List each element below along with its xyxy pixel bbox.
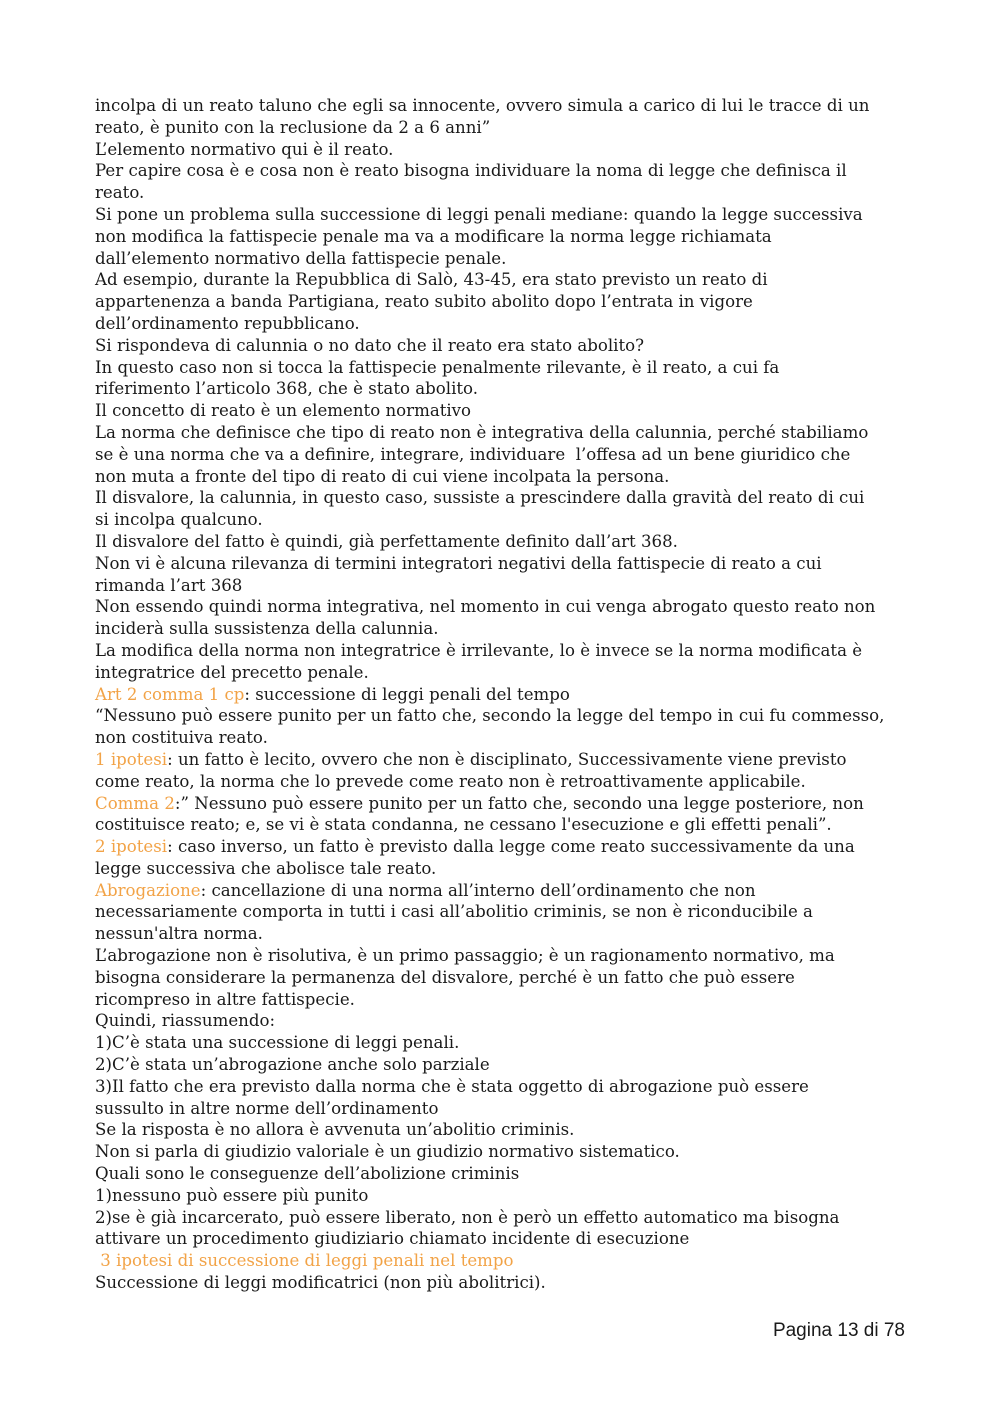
line-text: ricompreso in altre fattispecie. [95,989,355,1009]
text-line [95,553,910,575]
line-text: : caso inverso, un fatto è previsto dalla legge come reato successivamente da una [167,837,855,857]
line-text: reato. [95,183,145,203]
line-text: inciderà sulla sussistenza della calunnia. [95,619,439,639]
text-line [95,531,910,553]
text-line [95,1185,910,1207]
line-text: In questo caso non si tocca la fattispecie penalmente rilevante, è il reato, a cui fa [95,357,780,377]
highlighted-heading: Art 2 comma 1 cp [95,684,245,704]
text-line [95,422,910,444]
line-text: integratrice del precetto penale. [95,662,369,682]
line-text: incolpa di un reato taluno che egli sa innocente, ovvero simula a carico di lui le tracce di un [95,96,870,115]
text-line [95,705,910,727]
text-line [95,444,910,466]
text-line [95,95,910,117]
line-text: Si rispondeva di calunnia o no dato che il reato era stato abolito? [95,335,645,355]
line-text: Si pone un problema sulla successione di leggi penali mediane: quando la legge successiva [95,204,863,224]
line-text: come reato, la norma che lo prevede come reato non è retroattivamente applicabile. [95,771,806,791]
page-number: Pagina 13 di 78 [772,1320,905,1341]
line-text: rimanda l’art 368 [95,575,243,595]
line-text: La modifica della norma non integratrice è irrilevante, lo è invece se la norma modificata è [95,640,863,660]
line-text: : successione di leggi penali del tempo [244,684,570,704]
document-body [95,95,910,1294]
text-line [95,575,910,597]
text-line [95,226,910,248]
highlighted-heading: 3 ipotesi di successione di leggi penali nel tempo [95,1251,514,1271]
line-text: Successione di leggi modificatrici (non più abolitrici). [95,1273,546,1293]
text-line [95,814,910,836]
text-line [95,662,910,684]
line-text: reato, è punito con la reclusione da 2 a 6 anni” [95,117,491,137]
line-text: “Nessuno può essere punito per un fatto che, secondo la legge del tempo in cui fu commesso, [95,706,885,726]
line-text: Quindi, riassumendo: [95,1011,276,1031]
line-text: : un fatto è lecito, ovvero che non è disciplinato, Successivamente viene previsto [167,749,847,769]
line-text: L’elemento normativo qui è il reato. [95,139,394,159]
text-line [95,923,910,945]
text-line [95,989,910,1011]
line-text: 1)nessuno può essere più punito [95,1185,369,1205]
text-line [95,749,910,771]
line-text: Il disvalore del fatto è quindi, già perfettamente definito dall’art 368. [95,531,678,551]
line-text: : cancellazione di una norma all’interno dell’ordinamento che non [200,880,756,900]
text-line [95,1032,910,1054]
line-text: legge successiva che abolisce tale reato. [95,858,437,878]
text-line [95,248,910,270]
text-line [95,1098,910,1120]
line-text: L’abrogazione non è risolutiva, è un primo passaggio; è un ragionamento normativo, ma [95,946,835,966]
text-line [95,139,910,161]
line-text: necessariamente comporta in tutti i casi all’abolitio criminis, se non è riconducibile a [95,902,813,922]
line-text: La norma che definisce che tipo di reato non è integrativa della calunnia, perché stabiliamo [95,422,869,442]
line-text: attivare un procedimento giudiziario chiamato incidente di esecuzione [95,1229,690,1249]
line-text: non modifica la fattispecie penale ma va a modificare la norma legge richiamata [95,226,772,246]
line-text: costituisce reato; e, se vi è stata condanna, ne cessano l'esecuzione e gli effetti penali”. [95,815,832,835]
text-line [95,684,910,706]
text-line [95,596,910,618]
line-text: se è una norma che va a definire, integrare, individuare l’offesa ad un bene giuridico che [95,444,851,464]
text-line [95,335,910,357]
text-line [95,509,910,531]
text-line [95,858,910,880]
text-line [95,901,910,923]
text-line [95,1141,910,1163]
text-line [95,771,910,793]
text-line [95,1076,910,1098]
line-text: 1)C’è stata una successione di leggi penali. [95,1033,460,1053]
text-line [95,466,910,488]
highlighted-heading: Abrogazione [95,880,201,900]
line-text: Quali sono le conseguenze dell’abolizione criminis [95,1164,520,1184]
line-text: 3)Il fatto che era previsto dalla norma che è stata oggetto di abrogazione può essere [95,1076,809,1096]
text-line [95,967,910,989]
text-line [95,291,910,313]
text-line [95,880,910,902]
highlighted-heading: 2 ipotesi [95,837,168,857]
text-line [95,1054,910,1076]
text-line [95,836,910,858]
line-text: Il disvalore, la calunnia, in questo caso, sussiste a prescindere dalla gravità del reato di cui [95,488,865,508]
line-text: sussulto in altre norme dell’ordinamento [95,1098,439,1118]
text-line [95,1228,910,1250]
line-text: Non vi è alcuna rilevanza di termini integratori negativi della fattispecie di reato a cui [95,553,822,573]
text-line [95,313,910,335]
text-line [95,378,910,400]
text-line [95,204,910,226]
text-line [95,1207,910,1229]
text-line [95,1250,910,1272]
text-line [95,618,910,640]
line-text: Non essendo quindi norma integrativa, nel momento in cui venga abrogato questo reato non [95,597,876,617]
highlighted-heading: Comma 2 [95,793,175,813]
highlighted-heading: 1 ipotesi [95,749,168,769]
text-line [95,640,910,662]
line-text: non costituiva reato. [95,728,268,748]
line-text: si incolpa qualcuno. [95,510,263,530]
text-line [95,182,910,204]
text-line [95,793,910,815]
line-text: non muta a fronte del tipo di reato di cui viene incolpata la persona. [95,466,670,486]
text-line [95,727,910,749]
line-text: appartenenza a banda Partigiana, reato subito abolito dopo l’entrata in vigore [95,292,753,312]
line-text: dall’elemento normativo della fattispecie penale. [95,248,507,268]
text-line [95,117,910,139]
text-line [95,160,910,182]
text-line [95,400,910,422]
line-text: :” Nessuno può essere punito per un fatto che, secondo una legge posteriore, non [174,793,864,813]
line-text: Il concetto di reato è un elemento normativo [95,401,472,421]
line-text: Non si parla di giudizio valoriale è un giudizio normativo sistematico. [95,1142,680,1162]
text-line [95,1272,910,1294]
text-line [95,1163,910,1185]
line-text: bisogna considerare la permanenza del disvalore, perché è un fatto che può essere [95,967,795,987]
line-text: riferimento l’articolo 368, che è stato abolito. [95,379,479,399]
text-line [95,269,910,291]
line-text: Ad esempio, durante la Repubblica di Salò, 43-45, era stato previsto un reato di [95,270,768,290]
text-line [95,1010,910,1032]
line-text: nessun'altra norma. [95,924,263,944]
line-text: 2)C’è stata un’abrogazione anche solo parziale [95,1055,490,1075]
text-line [95,487,910,509]
text-line [95,357,910,379]
text-line [95,1119,910,1141]
line-text: 2)se è già incarcerato, può essere liberato, non è però un effetto automatico ma bisogna [95,1207,840,1227]
line-text: Se la risposta è no allora è avvenuta un’abolitio criminis. [95,1120,575,1140]
line-text: dell’ordinamento repubblicano. [95,313,360,333]
line-text: Per capire cosa è e cosa non è reato bisogna individuare la noma di legge che definisca il [95,161,847,181]
text-line [95,945,910,967]
